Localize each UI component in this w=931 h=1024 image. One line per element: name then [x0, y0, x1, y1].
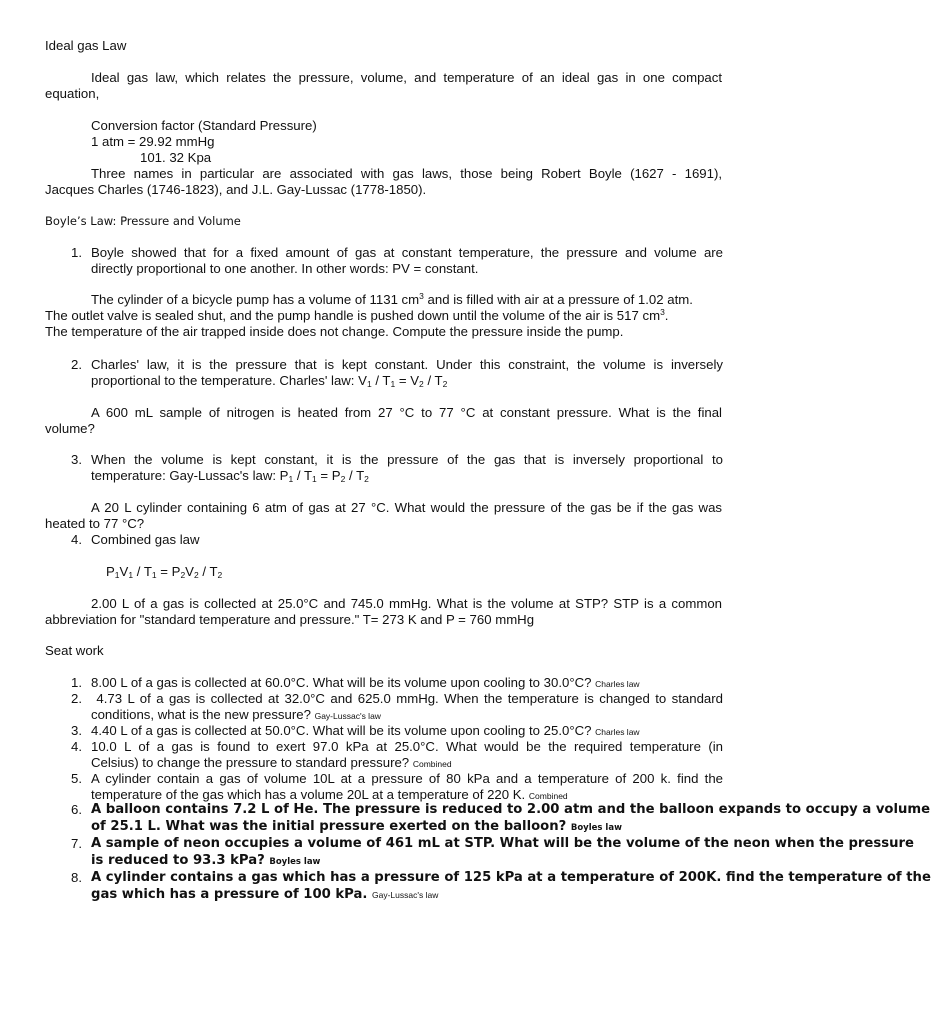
law-item-1 — [66, 245, 726, 277]
law-tag: Boyles law — [570, 823, 622, 833]
law-tag: Gay-Lussac's law — [314, 711, 381, 721]
problem3-line-1: A 20 L cylinder containing 6 atm of gas at 27 °C. What would the pressure of the gas be if the gas was — [91, 500, 722, 515]
law-number: 1. — [71, 245, 82, 260]
law-item-3 — [66, 452, 726, 484]
law-tag: Boyles law — [269, 857, 321, 867]
intro-line-2: equation, — [45, 86, 100, 101]
problem2-line-1: A 600 mL sample of nitrogen is heated from 27 °C to 77 °C at constant pressure. What is the final — [91, 405, 722, 420]
law-number: 2. — [71, 357, 82, 372]
problem4-line-1: 2.00 L of a gas is collected at 25.0°C and 745.0 mmHg. What is the volume at STP? STP is a common — [91, 596, 722, 611]
law-line-1: Combined gas law — [91, 532, 200, 547]
page-title: Ideal gas Law — [45, 38, 127, 53]
law-tag: Charles law — [595, 679, 640, 689]
intro-line-1: Ideal gas law, which relates the pressure, volume, and temperature of an ideal gas in one compact — [91, 70, 722, 85]
law-item-4 — [66, 532, 726, 548]
seatwork-item: 1. 8.00 L of a gas is collected at 60.0°C. What will be its volume upon cooling to 30.0°C? Charles law — [71, 675, 640, 690]
law-number: 3. — [71, 452, 82, 467]
boyle-heading: Boyle’s Law: Pressure and Volume — [45, 214, 241, 228]
seatwork-item: 8. A cylinder contains a gas which has a pressure of 125 kPa at a temperature of 200K. find the temperature of the gas which has a pressure of 100 kPa. Gay-Lussac's law — [71, 870, 931, 902]
names-line-2: Jacques Charles (1746-1823), and J.L. Gay-Lussac (1778-1850). — [45, 182, 427, 197]
conversion-label: Conversion factor (Standard Pressure) — [91, 118, 317, 133]
law-line-2: proportional to the temperature. Charles' law: $V_1 / T_1 = V_2 / T_2$ — [91, 373, 448, 389]
law-tag: Combined — [528, 791, 568, 801]
law-line-1: Boyle showed that for a fixed amount of gas at constant temperature, the pressure and volume are — [91, 245, 723, 260]
problem1-line-1: The cylinder of a bicycle pump has a volume of 1131 $cm^3$ and is filled with air at a pressure of 1.02 atm. — [91, 291, 693, 307]
seatwork-item: 4. 10.0 L of a gas is found to exert 97.0 kPa at 25.0°C. What would be the required temperature (in Celsius) to change the pressure to standard pressure? Combined — [71, 739, 723, 770]
combined-gas-equation: $P_1V_1 / T_1 = P_2V_2 / T_2$ — [106, 564, 223, 580]
problem1-line-3: The temperature of the air trapped inside does not change. Compute the pressure inside the pump. — [45, 324, 624, 339]
conversion-line-2: 101. 32 Kpa — [140, 150, 212, 165]
conversion-line-1: 1 atm = 29.92 mmHg — [91, 134, 215, 149]
law-line-1: Charles' law, it is the pressure that is kept constant. Under this constraint, the volume is inversely — [91, 357, 723, 372]
seatwork-item: 6. A balloon contains 7.2 L of He. The pressure is reduced to 2.00 atm and the balloon expands to occupy a volume of 25.1 L. What was the initial pressure exerted on the balloon? Boyles law — [71, 802, 931, 834]
law-line-1: When the volume is kept constant, it is the pressure of the gas that is inversely proportional to — [91, 452, 723, 467]
law-tag: Combined — [412, 759, 452, 769]
law-tag: Gay-Lussac's law — [372, 890, 439, 900]
problem4-line-2: abbreviation for "standard temperature and pressure." T= 273 K and P = 760 mmHg — [45, 612, 535, 627]
seatwork-item: 2. 4.73 L of a gas is collected at 32.0°C and 625.0 mmHg. When the temperature is changed to standard conditions, what is the new pressure? Gay-Lussac's law — [71, 691, 723, 722]
law-item-2 — [66, 357, 726, 389]
names-line-1: Three names in particular are associated with gas laws, those being Robert Boyle (1627 - 1691), — [91, 166, 722, 181]
problem2-line-2: volume? — [45, 421, 95, 436]
law-number: 4. — [71, 532, 82, 547]
seatwork-item: 5. A cylinder contain a gas of volume 10L at a pressure of 80 kPa and a temperature of 200 k. find the temperature of the gas which has a volume 20L at a temperature of 220 K. Combined — [71, 771, 723, 802]
seatwork-item: 7. A sample of neon occupies a volume of 461 mL at STP. What will be the volume of the neon when the pressure is reduced to 93.3 kPa? Boyles law — [71, 836, 914, 868]
problem1-line-2: The outlet valve is sealed shut, and the pump handle is pushed down until the volume of the air is 517 $cm^3$. — [45, 307, 669, 323]
law-line-2: temperature: Gay-Lussac's law: $P_1 / T_1 = P_2 / T_2$ — [91, 468, 369, 484]
seatwork-heading: Seat work — [45, 643, 104, 658]
seatwork-item: 3. 4.40 L of a gas is collected at 50.0°C. What will be its volume upon cooling to 25.0°C? Charles law — [71, 723, 640, 738]
problem3-line-2: heated to 77 °C? — [45, 516, 145, 531]
law-tag: Charles law — [595, 727, 640, 737]
law-line-2: directly proportional to one another. In other words: PV = constant. — [91, 261, 479, 276]
